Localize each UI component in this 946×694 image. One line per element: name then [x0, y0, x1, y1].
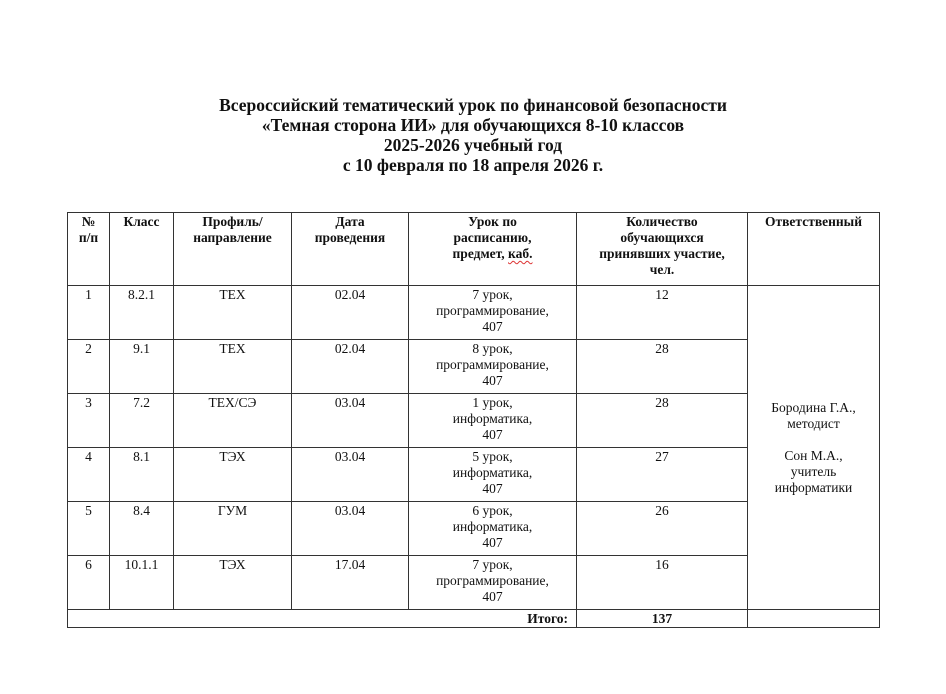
cell-count: 28: [577, 394, 748, 448]
cell-class: 7.2: [110, 394, 174, 448]
cell-num: 1: [68, 286, 110, 340]
cell-responsible: Бородина Г.А., методист Сон М.А., учитель информатики: [748, 286, 880, 610]
lessons-table: [67, 212, 880, 628]
document-title: [0, 95, 946, 175]
title-line: Всероссийский тематический урок по финансовой безопасности: [219, 95, 727, 115]
cell-num: 6: [68, 556, 110, 610]
cell-date: 17.04: [292, 556, 409, 610]
cell-date: 03.04: [292, 448, 409, 502]
header-profile: Профиль/ направление: [174, 213, 292, 286]
title-line: «Темная сторона ИИ» для обучающихся 8-10 классов: [261, 115, 685, 135]
cell-date: 02.04: [292, 286, 409, 340]
header-responsible: Ответственный: [748, 213, 880, 286]
cell-profile: ТЕХ/СЭ: [174, 394, 292, 448]
cell-profile: ГУМ: [174, 502, 292, 556]
total-value: 137: [577, 610, 748, 628]
cell-num: 3: [68, 394, 110, 448]
header-count: Количество обучающихся принявших участие, чел.: [577, 213, 748, 286]
cell-date: 03.04: [292, 394, 409, 448]
cell-profile: ТЕХ: [174, 340, 292, 394]
cell-lesson: 8 урок, программирование, 407: [409, 340, 577, 394]
cell-lesson: 1 урок, информатика, 407: [409, 394, 577, 448]
cell-lesson: 7 урок, программирование, 407: [409, 556, 577, 610]
cell-profile: ТЭХ: [174, 448, 292, 502]
cell-lesson: 5 урок, информатика, 407: [409, 448, 577, 502]
cell-count: 27: [577, 448, 748, 502]
cell-profile: ТЭХ: [174, 556, 292, 610]
cell-class: 8.2.1: [110, 286, 174, 340]
header-lesson: Урок по расписанию, предмет, каб.: [409, 213, 577, 286]
cell-class: 8.1: [110, 448, 174, 502]
title-line: с 10 февраля по 18 апреля 2026 г.: [342, 155, 604, 175]
total-row: [68, 610, 880, 628]
header-date: Дата проведения: [292, 213, 409, 286]
title-line: 2025-2026 учебный год: [383, 135, 563, 155]
cell-class: 9.1: [110, 340, 174, 394]
cell-profile: ТЕХ: [174, 286, 292, 340]
cell-lesson: 6 урок, информатика, 407: [409, 502, 577, 556]
cell-class: 8.4: [110, 502, 174, 556]
cell-count: 16: [577, 556, 748, 610]
cell-count: 28: [577, 340, 748, 394]
cell-date: 02.04: [292, 340, 409, 394]
table-row: [68, 286, 880, 340]
cell-count: 12: [577, 286, 748, 340]
cell-date: 03.04: [292, 502, 409, 556]
total-empty-cell: [748, 610, 880, 628]
cell-num: 2: [68, 340, 110, 394]
cell-num: 5: [68, 502, 110, 556]
header-num: № п/п: [68, 213, 110, 286]
cell-lesson: 7 урок, программирование, 407: [409, 286, 577, 340]
total-label: Итого:: [68, 610, 577, 628]
cell-num: 4: [68, 448, 110, 502]
table-header-row: [68, 213, 880, 286]
cell-count: 26: [577, 502, 748, 556]
cell-class: 10.1.1: [110, 556, 174, 610]
header-class: Класс: [110, 213, 174, 286]
